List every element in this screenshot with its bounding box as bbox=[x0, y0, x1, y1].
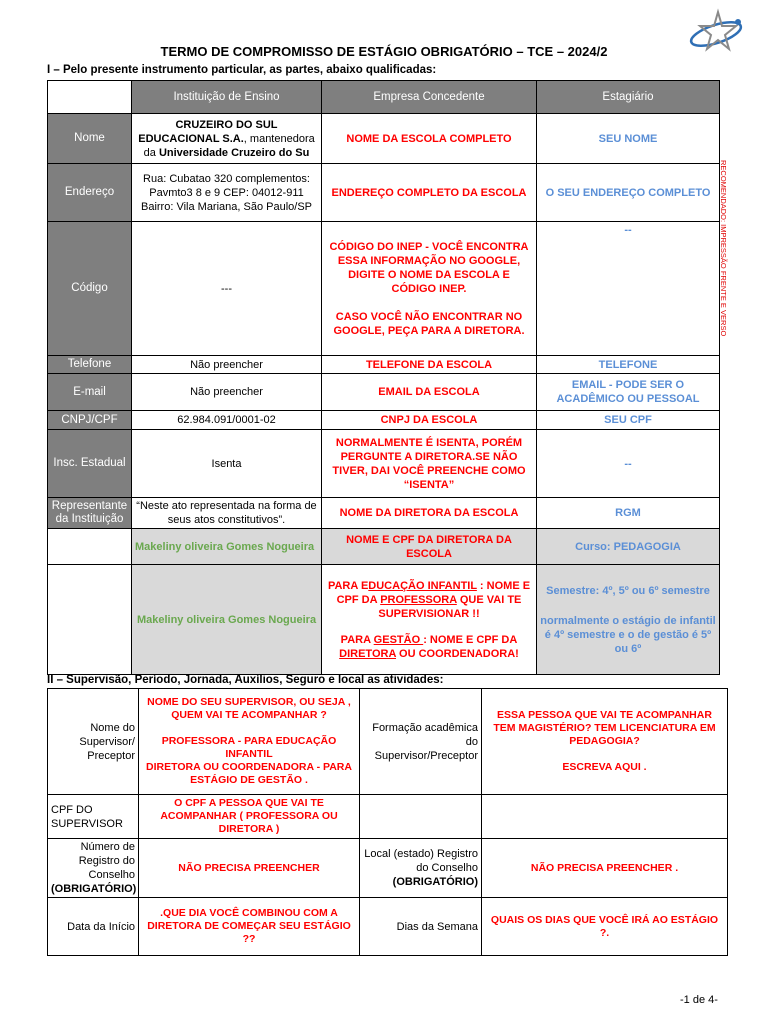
row-nome bbox=[48, 114, 720, 164]
blank-cell bbox=[482, 795, 728, 839]
estagiario-nome[interactable]: SEU NOME bbox=[537, 114, 720, 164]
empresa-endereco[interactable]: ENDEREÇO COMPLETO DA ESCOLA bbox=[322, 164, 537, 222]
blank-header-cell bbox=[48, 81, 132, 114]
value-data-inicio[interactable]: .QUE DIA VOCÊ COMBINOU COM A DIRETORA DE COMEÇAR SEU ESTÁGIO ?? bbox=[139, 898, 360, 956]
inst-cnpj[interactable]: 62.984.091/0001-02 bbox=[132, 411, 322, 430]
t: PROFESSORA bbox=[380, 593, 457, 606]
supervision-table bbox=[47, 688, 728, 956]
empresa-codigo-p2: CASO VOCÊ NÃO ENCONTRAR NO GOOGLE, PEÇA PARA A DIRETORA. bbox=[333, 310, 525, 337]
empresa-diretora[interactable]: NOME E CPF DA DIRETORA DA ESCOLA bbox=[322, 529, 537, 565]
document-title: TERMO DE COMPROMISSO DE ESTÁGIO OBRIGATÓRIO – TCE – 2024/2 bbox=[160, 44, 608, 59]
row-cnpj bbox=[48, 411, 720, 430]
t: OU COORDENADORA! bbox=[396, 647, 519, 660]
inst-representante-nome[interactable]: Makeliny oliveira Gomes Nogueira bbox=[132, 529, 322, 565]
label-codigo: Código bbox=[48, 222, 132, 356]
row-supervisao bbox=[48, 565, 720, 675]
label-cpf-supervisor: CPF DO SUPERVISOR bbox=[48, 795, 139, 839]
row-email bbox=[48, 374, 720, 411]
t: DIRETORA OU COORDENADORA - PARA ESTÁGIO DE GESTÃO . bbox=[146, 761, 352, 786]
label-supervisor-nome: Nome do Supervisor/ Preceptor bbox=[48, 689, 139, 795]
t: : NOME E CPF DA bbox=[423, 633, 518, 646]
section-2-heading: II – Supervisão, Período, Jornada, Auxílios, Seguro e local as atividades: bbox=[47, 674, 444, 686]
inst-nome-part3: Universidade Cruzeiro do Su bbox=[158, 146, 310, 159]
estagiario-semestre-note: normalmente o estágio de infantil é 4º semestre e o de gestão é 5º ou 6º bbox=[540, 614, 716, 655]
row-representante bbox=[48, 498, 720, 529]
label-nome: Nome bbox=[48, 114, 132, 164]
empresa-cnpj[interactable]: CNPJ DA ESCOLA bbox=[322, 411, 537, 430]
t: (OBRIGATÓRIO) bbox=[392, 876, 478, 888]
estagiario-representante[interactable]: RGM bbox=[537, 498, 720, 529]
estagiario-cnpj[interactable]: SEU CPF bbox=[537, 411, 720, 430]
row-data-inicio bbox=[48, 898, 728, 956]
empresa-infantil-text bbox=[325, 579, 533, 621]
row-endereco bbox=[48, 164, 720, 222]
t: Local (estado) Registro do Conselho bbox=[364, 848, 478, 874]
header-instituicao: Instituição de Ensino bbox=[132, 81, 322, 114]
header-row bbox=[48, 81, 720, 114]
row-supervisor-nome bbox=[48, 689, 728, 795]
parties-table bbox=[47, 80, 720, 675]
label-email: E-mail bbox=[48, 374, 132, 411]
blank-cell bbox=[360, 795, 482, 839]
label-telefone: Telefone bbox=[48, 356, 132, 374]
t: DUCAÇÃO INFANTIL bbox=[368, 579, 477, 592]
estagiario-insc-estadual[interactable]: -- bbox=[537, 430, 720, 498]
inst-insc-estadual[interactable]: Isenta bbox=[132, 430, 322, 498]
empresa-codigo[interactable] bbox=[322, 222, 537, 356]
t: GESTÃO bbox=[373, 633, 424, 646]
inst-email[interactable]: Não preencher bbox=[132, 374, 322, 411]
spacer bbox=[325, 296, 533, 310]
inst-endereco[interactable]: Rua: Cubatao 320 complementos: Pavmto3 8 e 9 CEP: 04012-911 Bairro: Vila Mariana, São Paulo/SP bbox=[132, 164, 322, 222]
t: (OBRIGATÓRIO) bbox=[51, 883, 137, 895]
value-formacao[interactable] bbox=[482, 689, 728, 795]
label-insc-estadual: Insc. Estadual bbox=[48, 430, 132, 498]
estagiario-semestre-text: Semestre: 4º, 5º ou 6º semestre bbox=[546, 584, 710, 597]
row-codigo bbox=[48, 222, 720, 356]
blank-label-cell bbox=[48, 529, 132, 565]
row-diretora bbox=[48, 529, 720, 565]
t: ESCREVA AQUI . bbox=[562, 761, 647, 773]
spacer bbox=[325, 621, 533, 633]
t: PARA bbox=[340, 633, 374, 646]
value-local-registro[interactable]: NÃO PRECISA PREENCHER . bbox=[482, 839, 728, 898]
value-registro[interactable]: NÃO PRECISA PREENCHER bbox=[139, 839, 360, 898]
empresa-insc-estadual[interactable]: NORMALMENTE É ISENTA, PORÉM PERGUNTE A DIRETORA.SE NÃO TIVER, DAI VOCÊ PREENCHE COMO “ISENTA” bbox=[322, 430, 537, 498]
spacer bbox=[540, 598, 716, 614]
empresa-email[interactable]: EMAIL DA ESCOLA bbox=[322, 374, 537, 411]
section-1-heading: I – Pelo presente instrumento particular, as partes, abaixo qualificadas: bbox=[47, 64, 437, 76]
spacer bbox=[142, 722, 356, 735]
empresa-gestao-text bbox=[325, 633, 533, 661]
row-telefone bbox=[48, 356, 720, 374]
t: DIRETORA bbox=[339, 647, 396, 660]
label-dias-semana: Dias da Semana bbox=[360, 898, 482, 956]
label-local-registro bbox=[360, 839, 482, 898]
row-registro bbox=[48, 839, 728, 898]
t: Número de Registro do Conselho bbox=[78, 841, 135, 881]
empresa-telefone[interactable]: TELEFONE DA ESCOLA bbox=[322, 356, 537, 374]
print-recommendation-note: RECOMENDADO: IMPRESSÃO FRENTE E VERSO bbox=[719, 160, 728, 337]
inst-codigo[interactable]: --- bbox=[132, 222, 322, 356]
inst-nome[interactable] bbox=[132, 114, 322, 164]
label-formacao: Formação acadêmica do Supervisor/Preceptor bbox=[360, 689, 482, 795]
inst-nome-part2: , mantenedora da bbox=[143, 132, 315, 159]
inst-telefone[interactable]: Não preencher bbox=[132, 356, 322, 374]
inst-representante[interactable]: “Neste ato representada na forma de seus atos constitutivos”. bbox=[132, 498, 322, 529]
value-dias-semana[interactable]: QUAIS OS DIAS QUE VOCÊ IRÁ AO ESTÁGIO ?. bbox=[482, 898, 728, 956]
t: NOME DO SEU SUPERVISOR, OU SEJA , QUEM VAI TE ACOMPANHAR ? bbox=[147, 696, 351, 721]
page-number: -1 de 4- bbox=[680, 994, 718, 1006]
value-supervisor-nome[interactable] bbox=[139, 689, 360, 795]
row-cpf-supervisor bbox=[48, 795, 728, 839]
empresa-nome[interactable]: NOME DA ESCOLA COMPLETO bbox=[322, 114, 537, 164]
label-representante: Representante da Instituição bbox=[48, 498, 132, 529]
t: PROFESSORA - PARA EDUCAÇÃO INFANTIL bbox=[161, 735, 337, 760]
label-cnpj: CNPJ/CPF bbox=[48, 411, 132, 430]
blank-label-cell-2 bbox=[48, 565, 132, 675]
inst-representante-nome-2[interactable]: Makeliny oliveira Gomes Nogueira bbox=[132, 565, 322, 675]
label-data-inicio: Data da Início bbox=[48, 898, 139, 956]
estagiario-telefone[interactable]: TELEFONE bbox=[537, 356, 720, 374]
estagiario-email[interactable]: EMAIL - PODE SER O ACADÊMICO OU PESSOAL bbox=[537, 374, 720, 411]
empresa-codigo-p1: CÓDIGO DO INEP - VOCÊ ENCONTRA ESSA INFORMAÇÃO NO GOOGLE, DIGITE O NOME DA ESCOLA E CÓDIGO INEP. bbox=[329, 240, 529, 295]
spacer bbox=[485, 748, 724, 761]
t: : NOME E CPF DA bbox=[336, 579, 531, 606]
estagiario-curso[interactable]: Curso: PEDAGOGIA bbox=[537, 529, 720, 565]
inst-nome-part1: CRUZEIRO DO SUL EDUCACIONAL S.A. bbox=[138, 118, 278, 145]
t: PARA E bbox=[327, 579, 369, 592]
estagiario-semestre[interactable] bbox=[537, 565, 720, 675]
estagiario-endereco[interactable]: O SEU ENDEREÇO COMPLETO bbox=[537, 164, 720, 222]
estagiario-codigo[interactable]: -- bbox=[537, 222, 720, 356]
row-insc-estadual bbox=[48, 430, 720, 498]
header-empresa: Empresa Concedente bbox=[322, 81, 537, 114]
empresa-supervisor-info[interactable] bbox=[322, 565, 537, 675]
empresa-representante[interactable]: NOME DA DIRETORA DA ESCOLA bbox=[322, 498, 537, 529]
t: QUE VAI TE SUPERVISIONAR !! bbox=[378, 593, 522, 620]
header-estagiario: Estagiário bbox=[537, 81, 720, 114]
value-cpf-supervisor[interactable]: O CPF A PESSOA QUE VAI TE ACOMPANHAR ( PROFESSORA OU DIRETORA ) bbox=[139, 795, 360, 839]
label-registro bbox=[48, 839, 139, 898]
label-endereco: Endereço bbox=[48, 164, 132, 222]
t: ESSA PESSOA QUE VAI TE ACOMPANHAR TEM MAGISTÉRIO? TEM LICENCIATURA EM PEDAGOGIA? bbox=[493, 709, 716, 747]
